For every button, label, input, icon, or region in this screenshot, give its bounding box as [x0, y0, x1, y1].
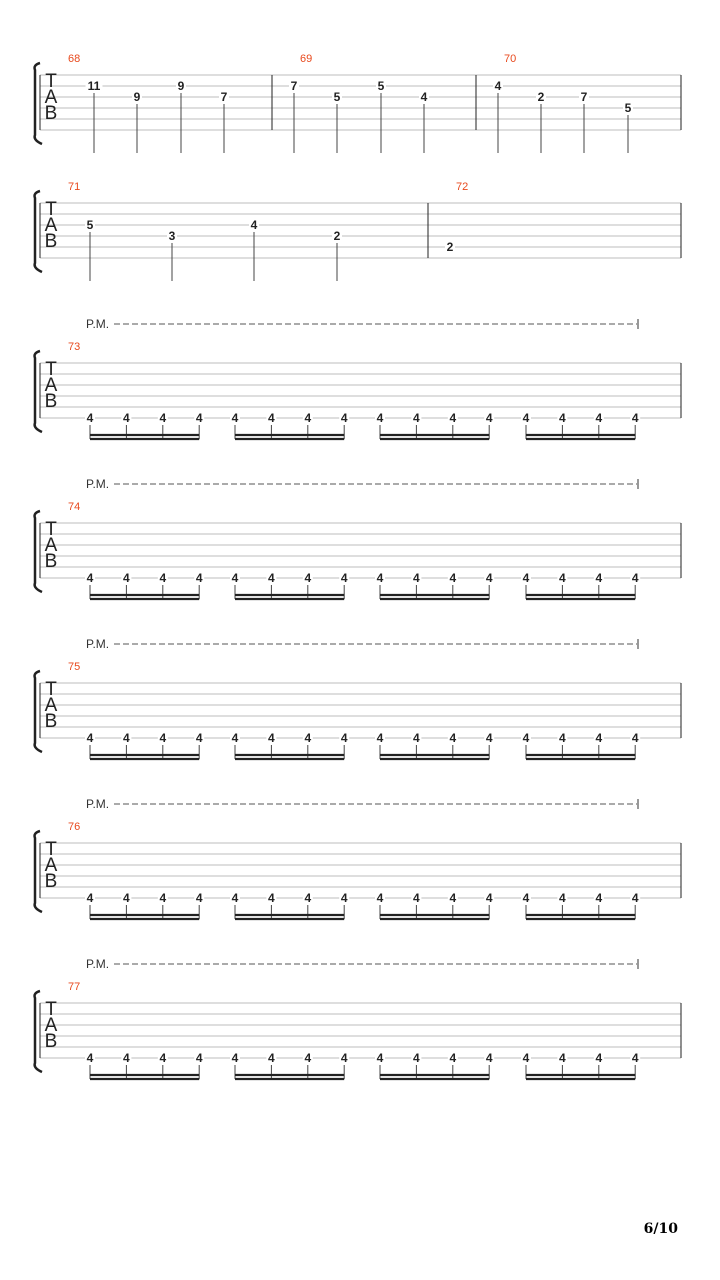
tab-system-6 — [35, 797, 681, 919]
tab-clef-letter: T — [45, 999, 57, 1020]
measure-number: 68 — [68, 53, 81, 65]
fret-number: 4 — [86, 891, 94, 905]
fret-number: 4 — [159, 571, 167, 585]
tab-system-3 — [35, 317, 681, 439]
measure-number: 74 — [68, 501, 81, 513]
fret-number: 4 — [485, 1051, 493, 1065]
fret-number: 7 — [290, 79, 298, 93]
fret-number: 2 — [333, 229, 341, 243]
fret-number: 4 — [159, 411, 167, 425]
fret-number: 4 — [485, 411, 493, 425]
fret-number: 4 — [631, 891, 639, 905]
fret-number: 4 — [420, 90, 428, 104]
fret-number: 4 — [559, 731, 566, 745]
fret-number: 4 — [159, 891, 167, 905]
tab-clef-letter: A — [44, 1015, 58, 1036]
fret-number: 4 — [231, 571, 239, 585]
fret-number: 4 — [522, 891, 530, 905]
fret-number: 4 — [522, 411, 530, 425]
palm-mute-label: P.M. — [86, 637, 110, 651]
tab-clef-letter: T — [45, 71, 57, 92]
fret-number: 4 — [268, 731, 275, 745]
fret-number: 4 — [376, 571, 384, 585]
fret-number: 4 — [195, 571, 203, 585]
fret-number: 4 — [123, 731, 130, 745]
fret-number: 4 — [86, 571, 94, 585]
fret-number: 4 — [340, 411, 348, 425]
fret-number: 4 — [595, 1051, 603, 1065]
fret-number: 5 — [333, 90, 341, 104]
fret-number: 4 — [159, 1051, 167, 1065]
fret-number: 4 — [123, 571, 130, 585]
fret-number: 4 — [123, 1051, 130, 1065]
fret-number: 4 — [304, 891, 312, 905]
fret-number: 4 — [449, 1051, 457, 1065]
tab-system-1 — [35, 53, 681, 153]
fret-number: 4 — [304, 1051, 312, 1065]
tab-clef-letter: A — [44, 375, 58, 396]
fret-number: 4 — [123, 411, 130, 425]
fret-number: 4 — [522, 1051, 530, 1065]
measure-number: 73 — [68, 341, 81, 353]
tab-clef-letter: A — [44, 535, 58, 556]
tab-system-7 — [35, 957, 681, 1079]
fret-number: 4 — [631, 1051, 639, 1065]
fret-number: 4 — [631, 571, 639, 585]
fret-number: 4 — [340, 571, 348, 585]
fret-number: 4 — [86, 731, 94, 745]
palm-mute-label: P.M. — [86, 317, 110, 331]
fret-number: 11 — [87, 79, 101, 93]
fret-number: 4 — [376, 411, 384, 425]
fret-number: 4 — [340, 731, 348, 745]
fret-number: 4 — [413, 891, 420, 905]
fret-number: 4 — [231, 411, 239, 425]
palm-mute-label: P.M. — [86, 797, 110, 811]
measure-number: 75 — [68, 661, 81, 673]
fret-number: 7 — [220, 90, 228, 104]
fret-number: 4 — [595, 411, 603, 425]
fret-number: 4 — [494, 79, 502, 93]
fret-number: 4 — [268, 1051, 275, 1065]
tab-clef-letter: T — [45, 199, 57, 220]
fret-number: 4 — [595, 731, 603, 745]
tab-clef-letter: A — [44, 87, 58, 108]
tab-clef-letter: T — [45, 839, 57, 860]
fret-number: 4 — [595, 891, 603, 905]
fret-number: 4 — [559, 411, 566, 425]
tab-clef-letter: T — [45, 679, 57, 700]
tab-clef-letter: B — [44, 1031, 58, 1052]
tab-clef-letter: B — [44, 231, 58, 252]
tab-system-4 — [35, 477, 681, 599]
fret-number: 4 — [304, 571, 312, 585]
tab-clef-letter: A — [44, 215, 58, 236]
tab-clef-letter: B — [44, 551, 58, 572]
fret-number: 4 — [522, 571, 530, 585]
tab-clef-letter: B — [44, 391, 58, 412]
tab-clef-letter: A — [44, 695, 58, 716]
tab-system-2 — [35, 181, 681, 281]
fret-number: 4 — [195, 1051, 203, 1065]
measure-number: 72 — [456, 181, 469, 193]
fret-number: 4 — [304, 411, 312, 425]
fret-number: 9 — [133, 90, 141, 104]
fret-number: 4 — [413, 571, 420, 585]
fret-number: 5 — [377, 79, 385, 93]
tab-clef-letter: B — [44, 871, 58, 892]
tab-clef-letter: B — [44, 103, 58, 124]
fret-number: 4 — [449, 891, 457, 905]
fret-number: 4 — [340, 891, 348, 905]
measure-number: 69 — [300, 53, 313, 65]
fret-number: 4 — [304, 731, 312, 745]
measure-number: 76 — [68, 821, 81, 833]
fret-number: 3 — [168, 229, 176, 243]
fret-number: 4 — [485, 731, 493, 745]
palm-mute-label: P.M. — [86, 957, 110, 971]
fret-number: 4 — [559, 1051, 566, 1065]
fret-number: 4 — [195, 731, 203, 745]
measure-number: 71 — [68, 181, 81, 193]
fret-number: 4 — [449, 731, 457, 745]
measure-number: 77 — [68, 981, 81, 993]
fret-number: 2 — [537, 90, 545, 104]
fret-number: 4 — [376, 891, 384, 905]
fret-number: 4 — [559, 891, 566, 905]
fret-number: 4 — [86, 1051, 94, 1065]
fret-number: 4 — [86, 411, 94, 425]
fret-number: 4 — [231, 731, 239, 745]
fret-number: 4 — [595, 571, 603, 585]
fret-number: 4 — [159, 731, 167, 745]
page-number: 6/10 — [643, 1221, 678, 1237]
tab-clef-letter: A — [44, 855, 58, 876]
fret-number: 4 — [449, 571, 457, 585]
fret-number: 4 — [268, 411, 275, 425]
fret-number: 4 — [485, 891, 493, 905]
fret-number: 4 — [195, 891, 203, 905]
fret-number: 4 — [631, 731, 639, 745]
tab-system-5 — [35, 637, 681, 759]
tab-clef-letter: T — [45, 519, 57, 540]
fret-number: 4 — [413, 731, 420, 745]
fret-number: 4 — [268, 891, 275, 905]
fret-number: 4 — [195, 411, 203, 425]
fret-number: 4 — [376, 731, 384, 745]
fret-number: 4 — [376, 1051, 384, 1065]
measure-number: 70 — [504, 53, 517, 65]
fret-number: 4 — [631, 411, 639, 425]
palm-mute-label: P.M. — [86, 477, 110, 491]
fret-number: 4 — [231, 891, 239, 905]
fret-number: 5 — [86, 218, 94, 232]
fret-number: 4 — [250, 218, 258, 232]
fret-number: 9 — [177, 79, 185, 93]
fret-number: 4 — [485, 571, 493, 585]
fret-number: 4 — [268, 571, 275, 585]
fret-number: 4 — [522, 731, 530, 745]
fret-number: 4 — [559, 571, 566, 585]
tab-clef-letter: B — [44, 711, 58, 732]
fret-number: 4 — [449, 411, 457, 425]
fret-number: 4 — [413, 1051, 420, 1065]
fret-number: 7 — [580, 90, 588, 104]
fret-number: 4 — [413, 411, 420, 425]
fret-number: 4 — [340, 1051, 348, 1065]
fret-number: 2 — [446, 240, 454, 254]
fret-number: 4 — [123, 891, 130, 905]
fret-number: 5 — [624, 101, 632, 115]
tab-clef-letter: T — [45, 359, 57, 380]
fret-number: 4 — [231, 1051, 239, 1065]
